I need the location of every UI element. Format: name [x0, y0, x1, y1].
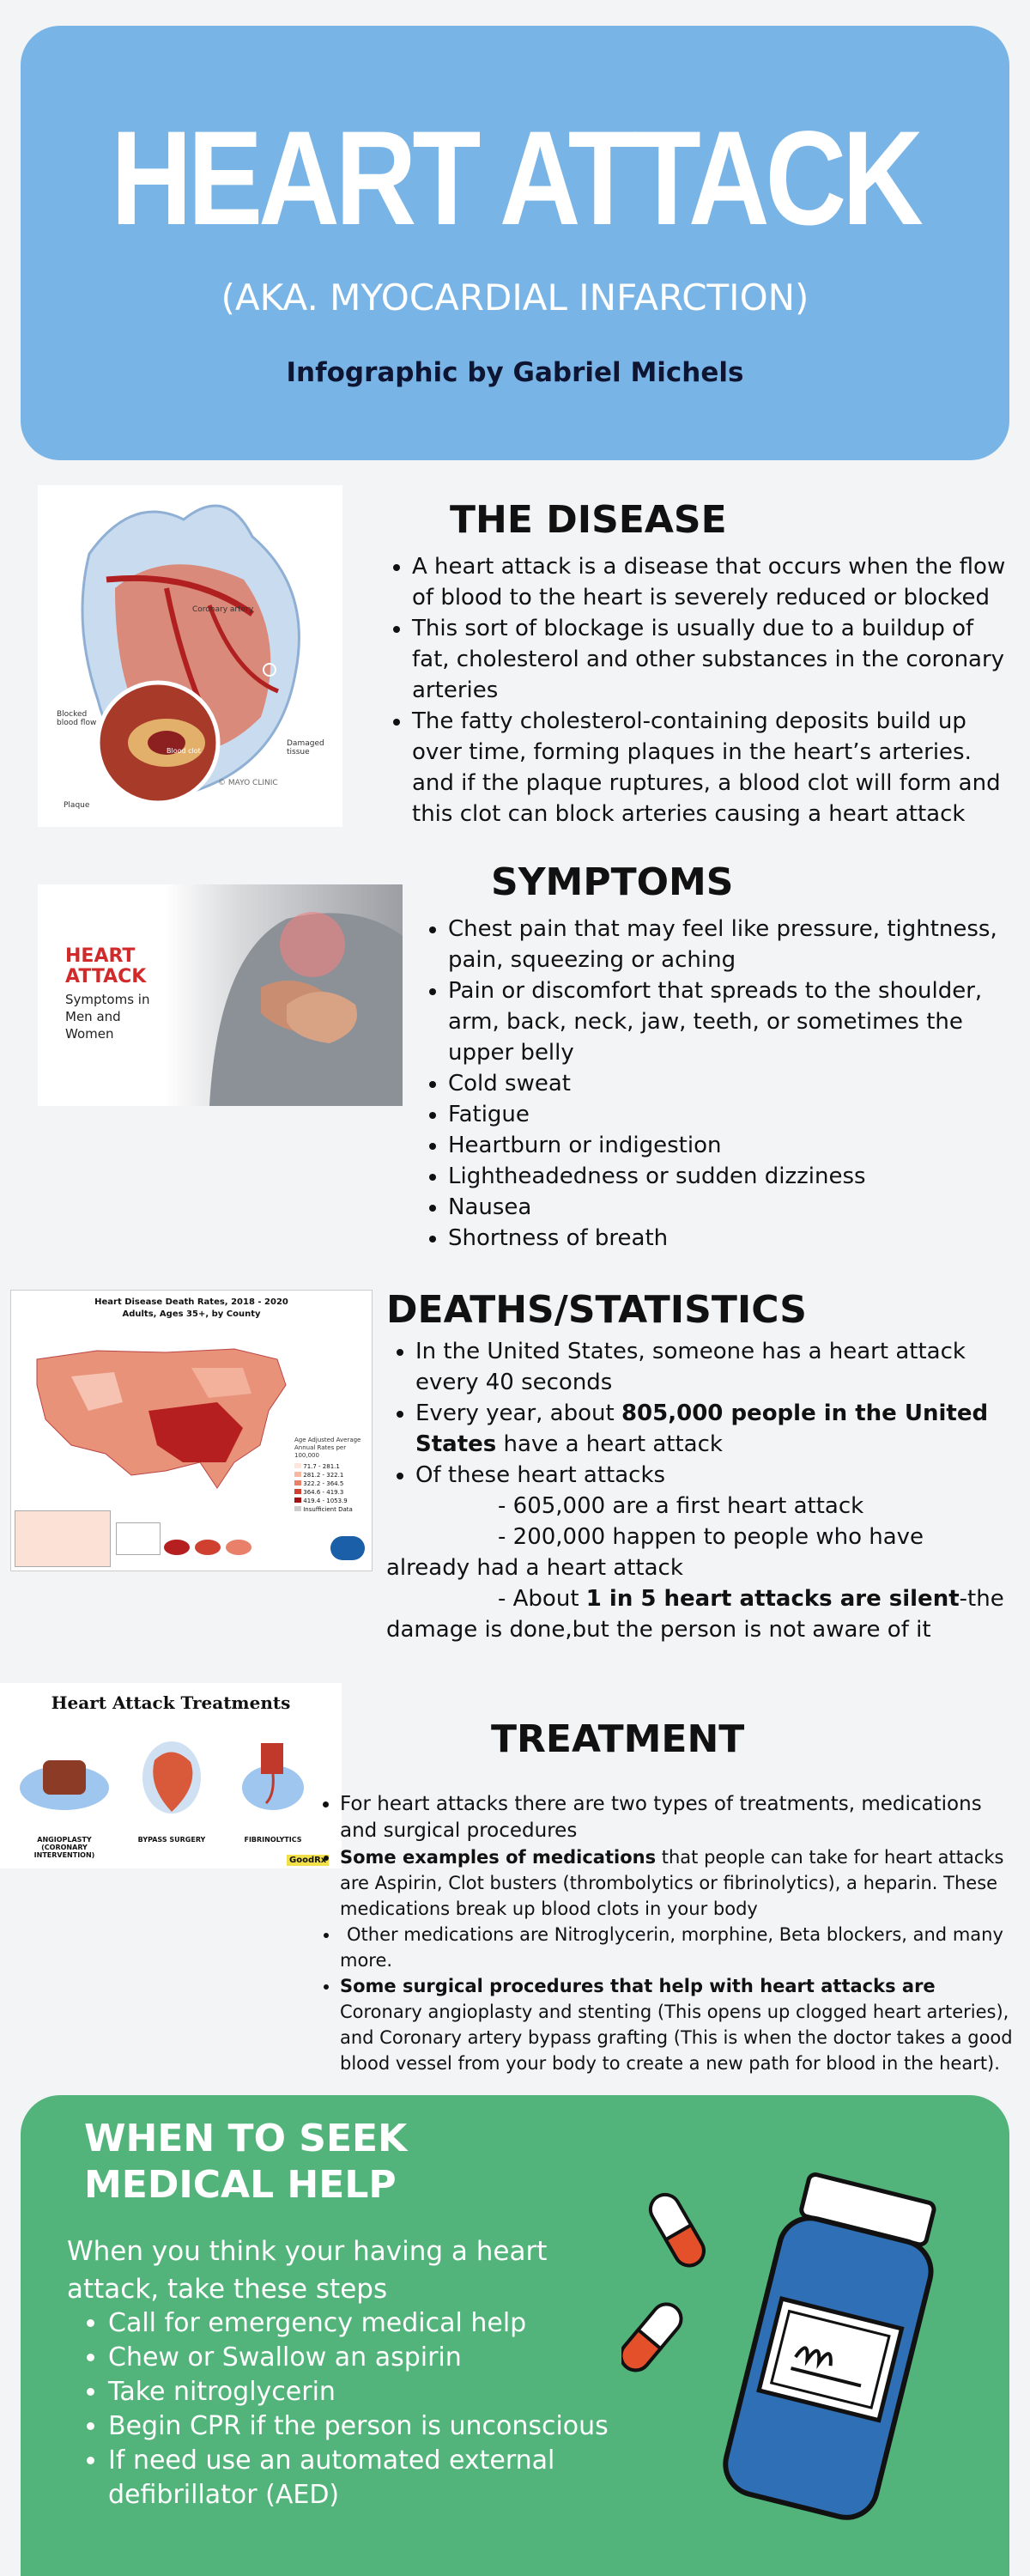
list-item: • A heart attack is a disease that occurs when the flow of blood to the heart is severely reduced or blocked — [412, 551, 1009, 613]
heart-artery-illustration — [38, 485, 342, 827]
label-coronary: Coronary artery — [192, 605, 254, 614]
list-item: • If need use an automated external defibrillator (AED) — [108, 2444, 616, 2512]
symptoms-photo — [38, 884, 403, 1106]
symptoms-list — [419, 914, 1011, 1254]
list-item: • Pain or discomfort that spreads to the shoulder, arm, back, neck, jaw, teeth, or sometimes the upper belly — [448, 975, 1011, 1068]
pill-bottle-icon — [621, 2164, 982, 2533]
map-subtitle: Adults, Ages 35+, by County — [122, 1309, 261, 1319]
treatment-heading: TREATMENT — [491, 1717, 745, 1761]
treatment-image — [0, 1683, 342, 1868]
label-clot: Blood clot — [167, 747, 201, 755]
label-mayo: © MAYO CLINIC — [218, 779, 278, 787]
list-item: • Call for emergency medical help — [108, 2306, 616, 2341]
symptoms-image-title: HEART ATTACK — [65, 945, 147, 987]
map-legend — [294, 1462, 367, 1514]
list-item: • Of these heart attacks — [415, 1460, 1013, 1491]
label-plaque: Plaque — [64, 801, 90, 810]
label-blocked: Blocked blood flow — [57, 710, 97, 727]
treatment-list — [319, 1791, 1020, 2076]
disease-list — [383, 551, 1009, 829]
page-subtitle: (AKA. MYOCARDIAL INFARCTION) — [221, 276, 809, 319]
list-item: • Lightheadedness or sudden dizziness — [448, 1161, 1011, 1192]
treatment-item-label: BYPASS SURGERY — [137, 1836, 206, 1844]
list-item: • In the United States, someone has a heart attack every 40 seconds — [415, 1336, 1013, 1398]
list-item: • The fatty cholesterol-containing deposits build up over time, forming plaques in the heart’s arteries. and if the plaque ruptures, a blood clot will form and this clot can block arteries causing a heart attack — [412, 706, 1009, 829]
medical-help-panel — [21, 2095, 1009, 2576]
treatment-image-title: Heart Attack Treatments — [51, 1692, 291, 1713]
stat-sub-item: - 200,000 happen to people who have already had a heart attack — [386, 1524, 924, 1581]
deaths-heading: DEATHS/STATISTICS — [386, 1288, 807, 1332]
list-item: • Take nitroglycerin — [108, 2375, 616, 2409]
header-banner — [21, 26, 1009, 460]
help-title: WHEN TO SEEK MEDICAL HELP — [84, 2117, 408, 2207]
map-title: Heart Disease Death Rates, 2018 - 2020 — [94, 1297, 288, 1307]
list-item: • Fatigue — [448, 1099, 1011, 1130]
legend-item: 71.7 - 281.1 — [294, 1462, 367, 1471]
list-item: • Nausea — [448, 1192, 1011, 1223]
territory-mark — [195, 1540, 221, 1555]
label-damaged: Damaged tissue — [287, 739, 324, 756]
goodrx-badge: GoodRx — [287, 1855, 329, 1866]
disease-heading: THE DISEASE — [450, 498, 727, 542]
legend-item: 364.6 - 419.3 — [294, 1488, 367, 1497]
author-credit: Infographic by Gabriel Michels — [286, 357, 744, 388]
list-item: • Heartburn or indigestion — [448, 1130, 1011, 1161]
territory-mark — [226, 1540, 251, 1555]
map-legend-title: Age Adjusted Average Annual Rates per 100,000 — [294, 1437, 361, 1459]
list-item: • Every year, about 805,000 people in the United States have a heart attack — [415, 1398, 1013, 1460]
symptoms-image-subtitle: Symptoms in Men and Women — [65, 992, 150, 1042]
stat-sub-item: - 605,000 are a first heart attack — [498, 1493, 864, 1519]
list-item: • Shortness of breath — [448, 1223, 1011, 1254]
list-item: • This sort of blockage is usually due to a buildup of fat, cholesterol and other substances in the coronary arteries — [412, 613, 1009, 706]
list-item: • Other medications are Nitroglycerin, morphine, Beta blockers, and many more. — [340, 1922, 1020, 1973]
stat-sub-item: - About 1 in 5 heart attacks are silent-the damage is done,but the person is not aware of it — [386, 1586, 1004, 1643]
help-steps — [67, 2306, 616, 2512]
list-item: • Some surgical procedures that help with heart attacks are Coronary angioplasty and stenting (This opens up clogged heart arteries), and Coronary artery bypass grafting (This is when the doctor takes a good blood vessel from your body to create a new path for blood in the heart). — [340, 1973, 1020, 2076]
legend-item: 322.2 - 364.5 — [294, 1479, 367, 1488]
treatment-item-label: FIBRINOLYTICS — [244, 1836, 302, 1844]
list-item: • Some examples of medications that people can take for heart attacks are Aspirin, Clot busters (thrombolytics or fibrinolytics), a heparin. These medications break up blood clots in your body — [340, 1844, 1020, 1922]
cdc-logo-icon — [330, 1536, 365, 1560]
list-item: • Chew or Swallow an aspirin — [108, 2341, 616, 2375]
symptoms-heading: SYMPTOMS — [491, 860, 734, 904]
alaska-inset — [15, 1510, 111, 1567]
deaths-list — [386, 1336, 1013, 1645]
help-intro: When you think your having a heart attack, take these steps — [67, 2236, 548, 2305]
list-item: • Begin CPR if the person is unconscious — [108, 2409, 616, 2444]
hawaii-inset — [116, 1522, 161, 1555]
list-item: • Cold sweat — [448, 1068, 1011, 1099]
legend-item: Insufficient Data — [294, 1505, 367, 1514]
legend-item: 281.2 - 322.1 — [294, 1471, 367, 1479]
list-item: • Chest pain that may feel like pressure, tightness, pain, squeezing or aching — [448, 914, 1011, 975]
death-rate-map — [10, 1290, 373, 1571]
list-item: • For heart attacks there are two types of treatments, medications and surgical procedures — [340, 1791, 1020, 1844]
legend-item: 419.4 - 1053.9 — [294, 1497, 367, 1505]
territory-mark — [164, 1540, 190, 1555]
treatment-item-label: ANGIOPLASTY (CORONARY INTERVENTION) — [33, 1836, 95, 1859]
page-title: HEART ATTACK — [111, 104, 919, 253]
